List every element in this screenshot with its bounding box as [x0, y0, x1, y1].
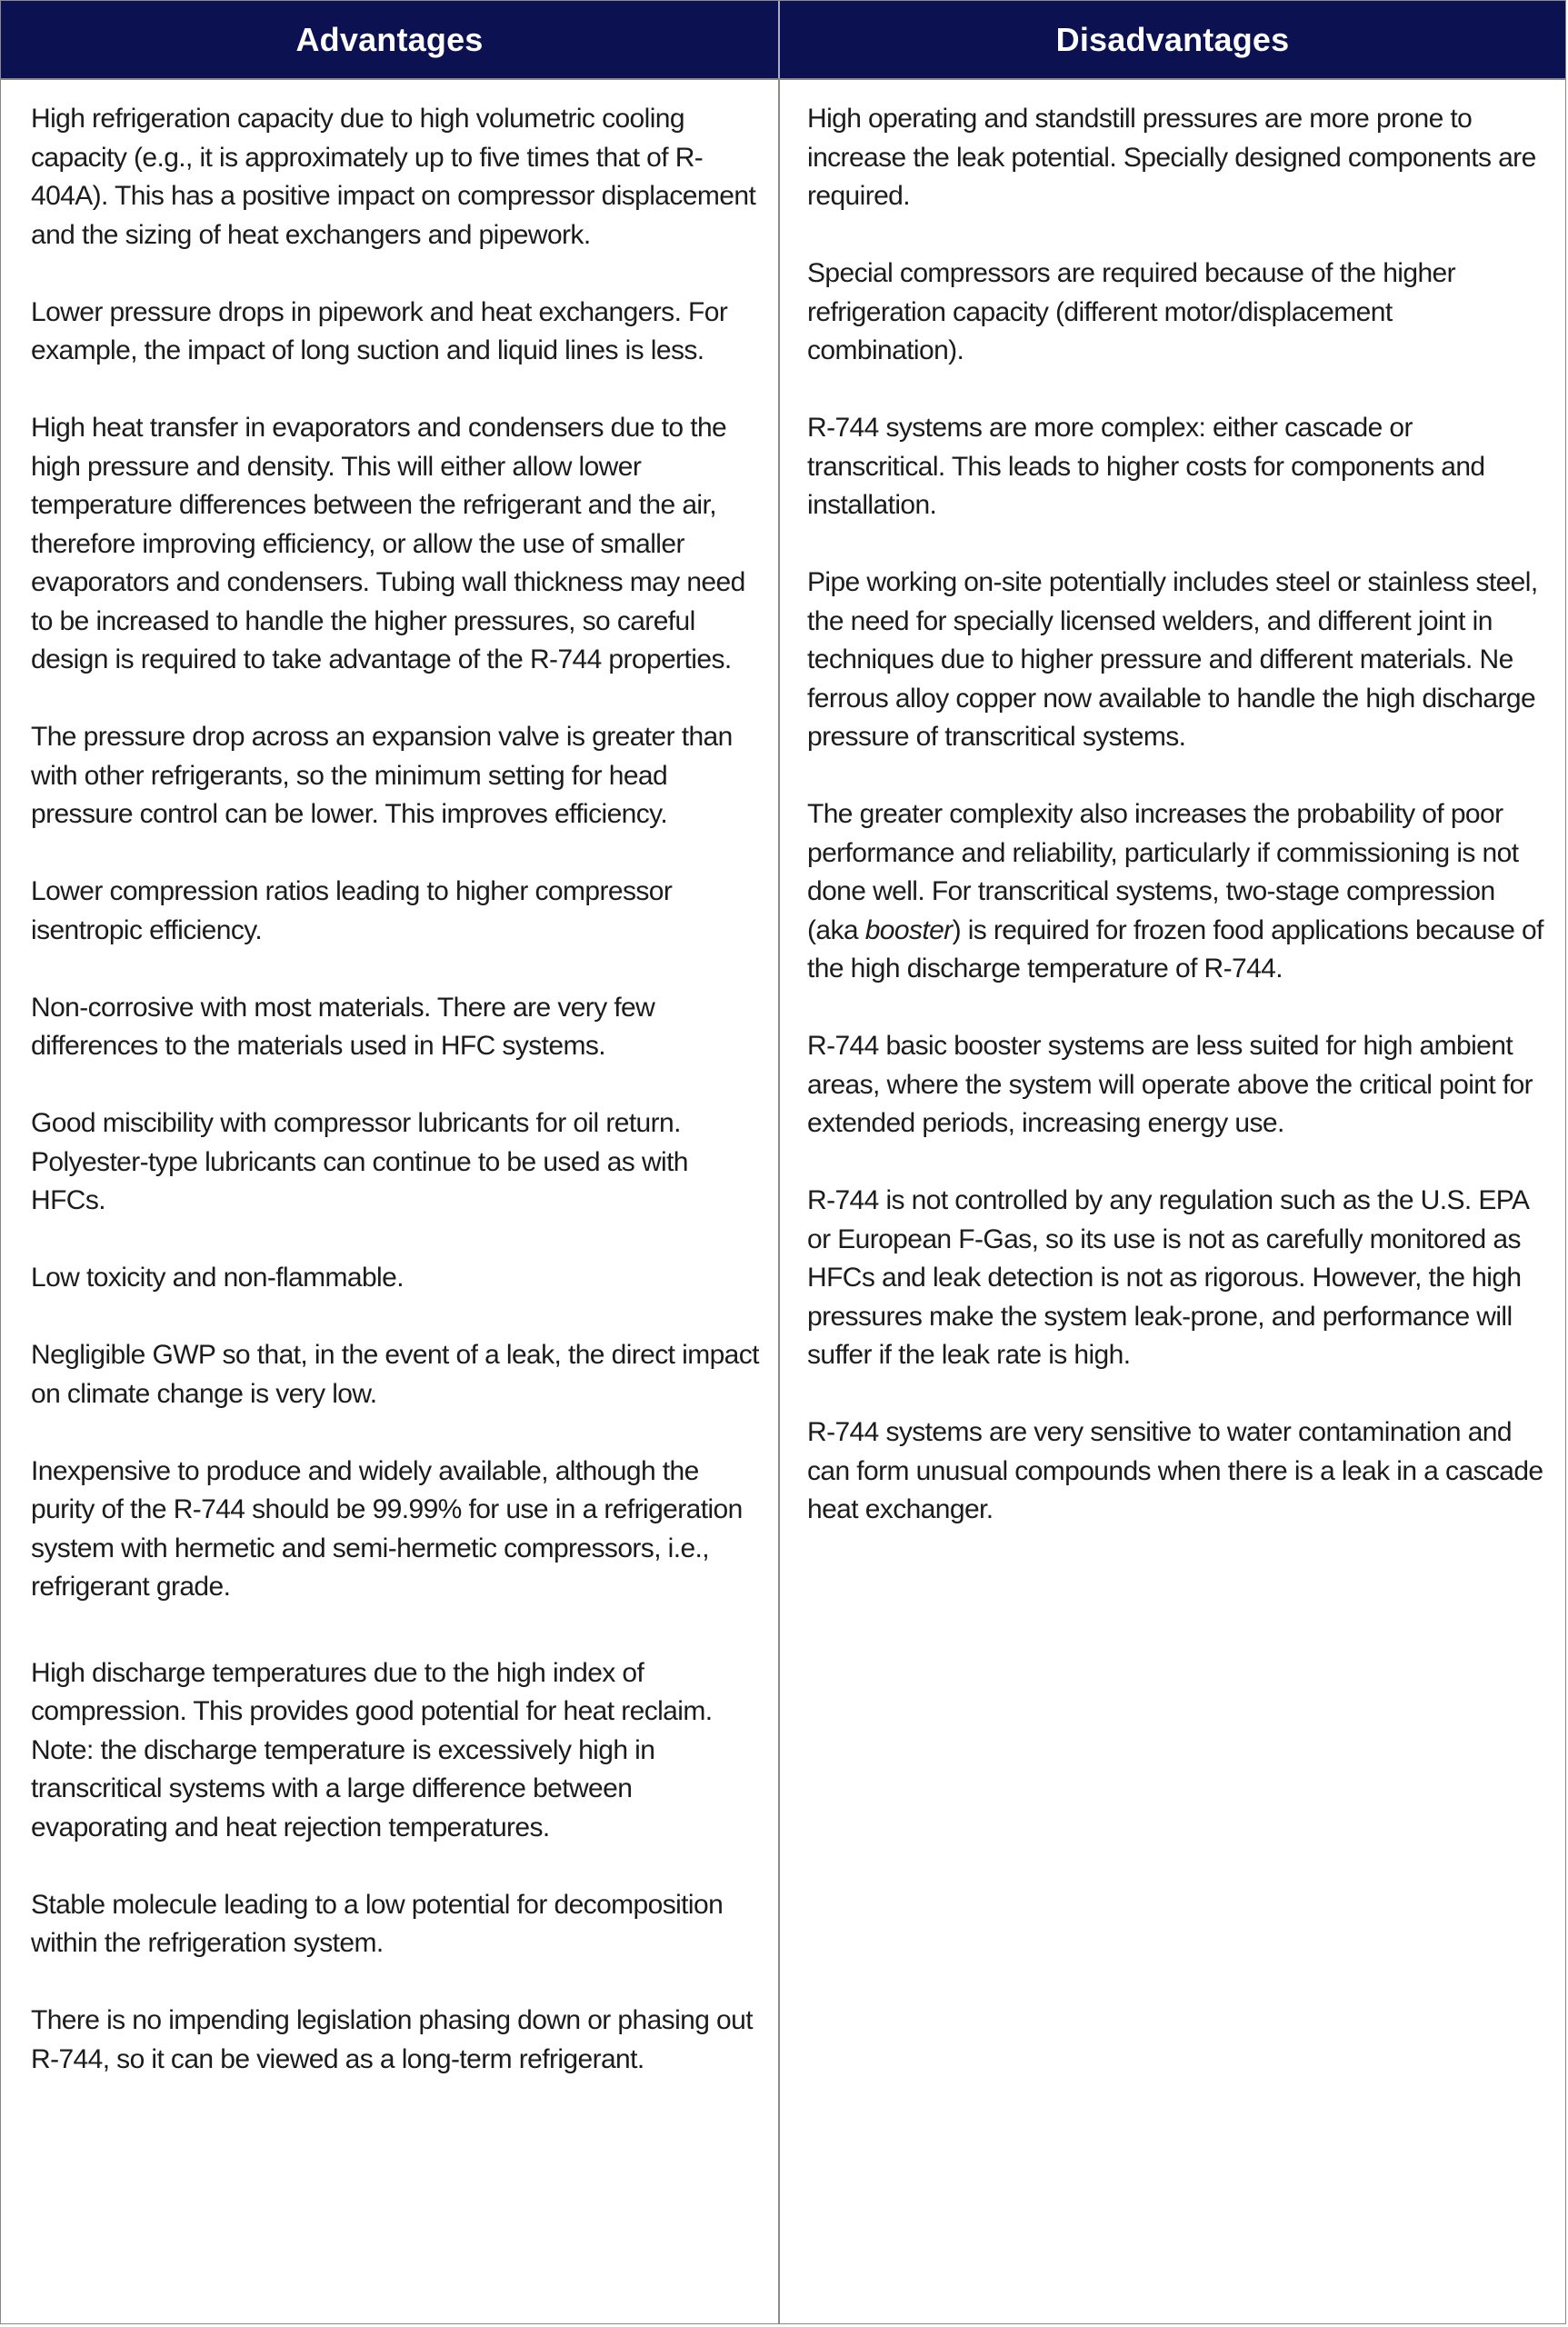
disadvantages-column [807, 80, 1553, 1530]
advantage-item: Inexpensive to produce and widely available, although the purity of the R-744 should be 99.99% for use in a refrigeration system with hermetic and semi-hermetic compressors, i.e., refrigerant grade. [31, 1455, 743, 1602]
column-divider [778, 1, 780, 2323]
advantage-item: High discharge temperatures due to the high index of compression. This provides good potential for heat reclaim. Note: the discharge temperature is excessively high in transcritical systems with a large difference between evaporating and heat rejection temperatures. [31, 1657, 713, 1843]
advantage-item: Lower compression ratios leading to higher compressor isentropic efficiency. [31, 876, 673, 945]
disadvantage-item: R-744 basic booster systems are less suited for high ambient areas, where the system will operate above the critical point for extended periods, increasing energy use. [807, 1031, 1533, 1138]
disadvantage-item: Special compressors are required because of the higher refrigeration capacity (different motor/displacement combination). [807, 258, 1456, 365]
advantages-column [31, 80, 767, 2079]
advantage-item: High heat transfer in evaporators and condensers due to the high pressure and density. This will either allow lower temperature differences between the refrigerant and the air, therefore improving efficiency, or allow the use of smaller evaporators and condensers. Tubing wall thickness may need to be increased to handle the higher pressures, so careful design is required to take advantage of the R-744 properties. [31, 413, 745, 674]
disadvantage-item [807, 795, 1553, 989]
advantage-item: Negligible GWP so that, in the event of a leak, the direct impact on climate change is very low. [31, 1340, 759, 1409]
advantage-item: Lower pressure drops in pipework and heat exchangers. For example, the impact of long suction and liquid lines is less. [31, 296, 728, 365]
advantage-item: The pressure drop across an expansion valve is greater than with other refrigerants, so the minimum setting for head pressure control can be lower. This improves efficiency. [31, 722, 733, 829]
table-header [1, 1, 1565, 80]
advantage-item: Stable molecule leading to a low potential for decomposition within the refrigeration system. [31, 1889, 724, 1958]
disadvantage-item: R-744 systems are more complex: either cascade or transcritical. This leads to higher costs for components and installation. [807, 413, 1485, 520]
advantage-item: Non-corrosive with most materials. There are very few differences to the materials used in HFC systems. [31, 992, 655, 1061]
advantage-item: There is no impending legislation phasing down or phasing out R-744, so it can be viewed as a long-term refrigerant. [31, 2005, 753, 2074]
advantage-item: Good miscibility with compressor lubricants for oil return. Polyester-type lubricants can continue to be used as with HFCs. [31, 1108, 688, 1215]
text-segment: ) is required for frozen food applications because of the high discharge temperature of R-744. [807, 914, 1543, 984]
italic-term: booster [864, 914, 953, 945]
advantage-item: Low toxicity and non-flammable. [31, 1263, 404, 1293]
column-header-disadvantages: Disadvantages [1055, 20, 1290, 58]
disadvantage-item: High operating and standstill pressures are more prone to increase the leak potential. Specially designed components are required. [807, 104, 1536, 211]
advantage-item: High refrigeration capacity due to high volumetric cooling capacity (e.g., it is approximately up to five times that of R-404A). This has a positive impact on compressor displacement and the sizing of heat exchangers and pipework. [31, 104, 756, 250]
column-header-advantages: Advantages [295, 20, 484, 58]
disadvantage-item: R-744 is not controlled by any regulation such as the U.S. EPA or European F-Gas, so its use is not as carefully monitored as HFCs and leak detection is not as rigorous. However, the high pressures make the system leak-prone, and performance will suffer if the leak rate is high. [807, 1185, 1528, 1370]
text-segment: The greater complexity also increases the probability of poor performance and reliability, particularly if commissioning is not done well. For transcritical systems, two-stage compression (aka [807, 799, 1519, 945]
disadvantage-item: R-744 systems are very sensitive to water contamination and can form unusual compounds when there is a leak in a cascade heat exchanger. [807, 1417, 1543, 1524]
disadvantage-item: Pipe working on-site potentially includes steel or stainless steel, the need for specially licensed welders, and different joint in techniques due to higher pressure and different materials. Ne ferrous alloy copper now available to handle the high discharge pressure of transcritical systems. [807, 567, 1538, 752]
